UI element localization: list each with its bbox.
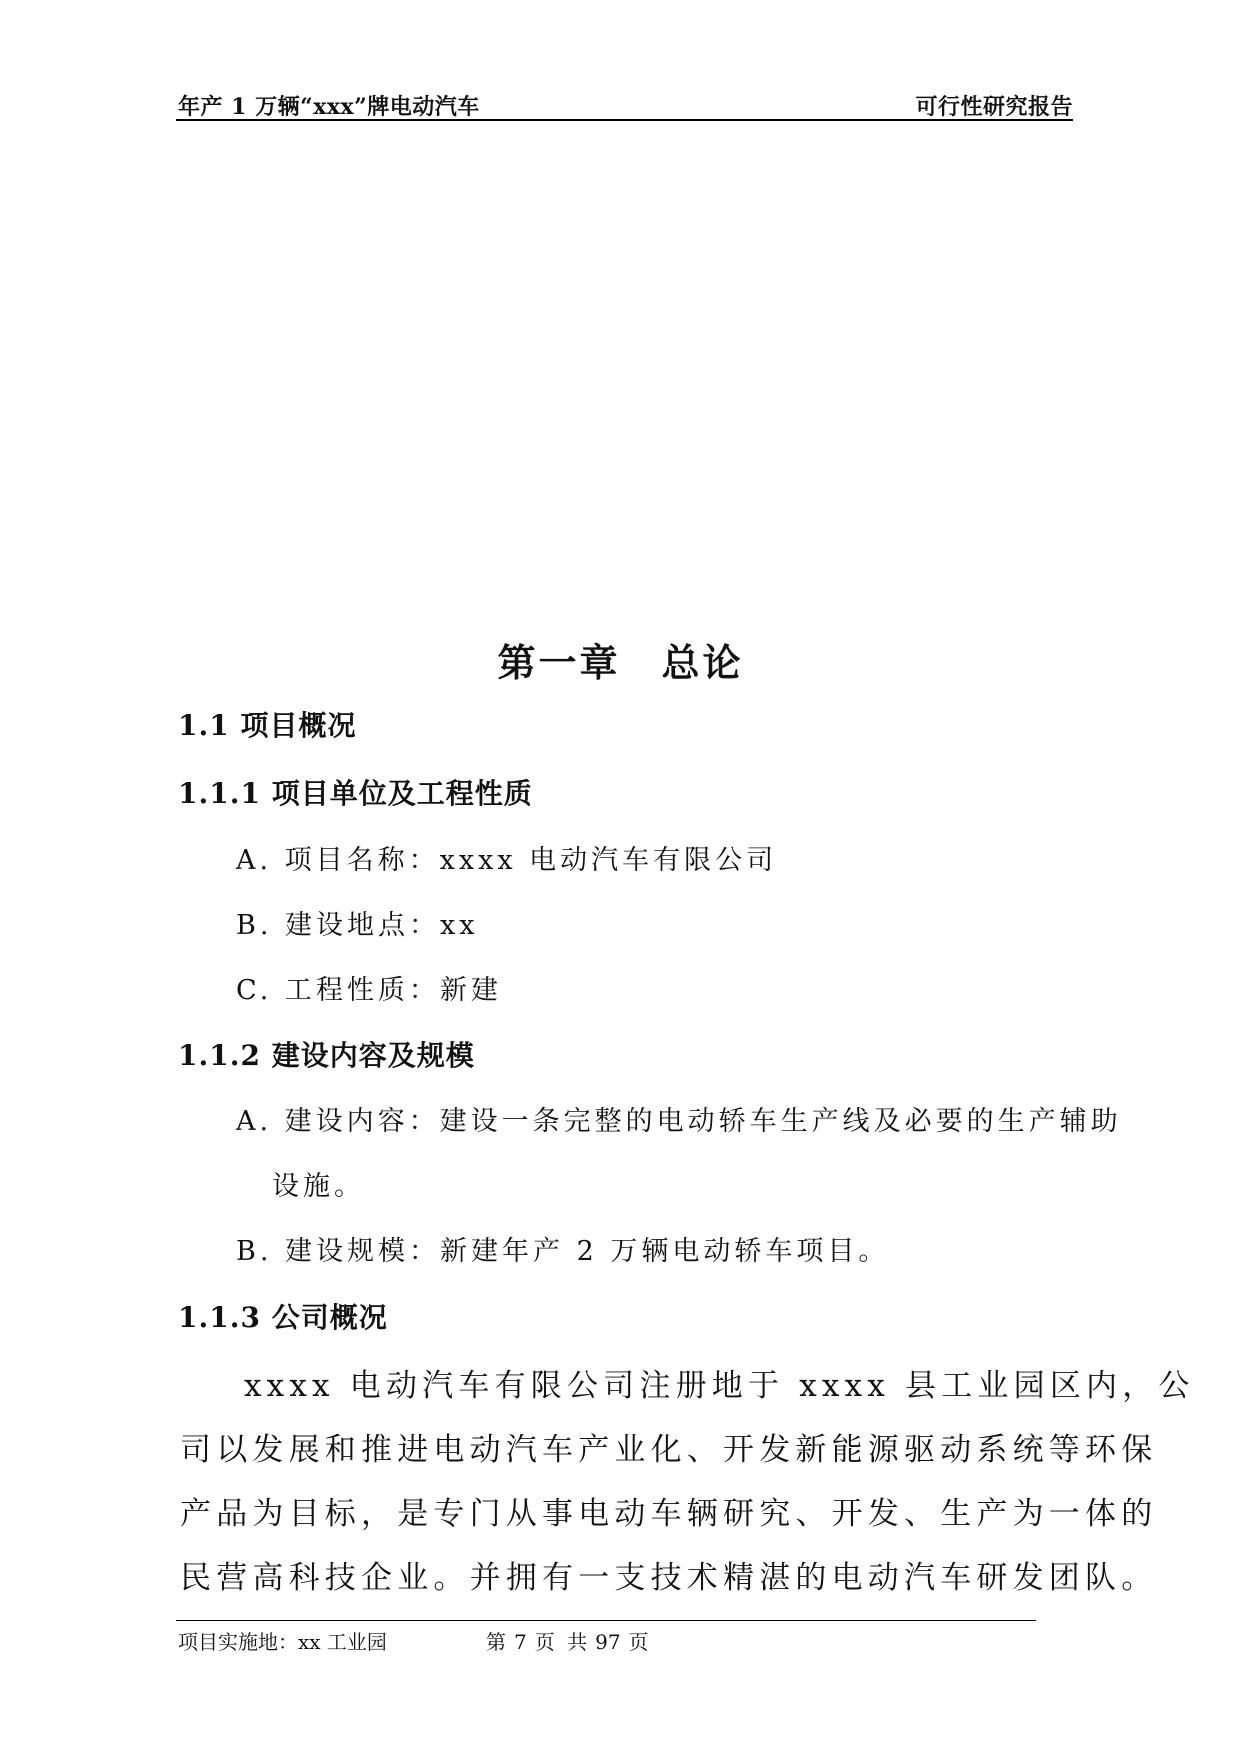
header-rule — [176, 119, 1073, 121]
footer-location: 项目实施地：xx 工业园 — [178, 1630, 387, 1654]
list-item: A. 项目名称：xxxx 电动汽车有限公司 — [236, 845, 778, 876]
section-heading-1-1-2: 1.1.2 建设内容及规模 — [178, 1039, 475, 1072]
header-right-title: 可行性研究报告 — [915, 94, 1073, 120]
paragraph-line: 民营高科技企业。并拥有一支技术精湛的电动汽车研发团队。 — [180, 1560, 1158, 1596]
section-heading-1-1-1: 1.1.1 项目单位及工程性质 — [178, 777, 533, 810]
page-prefix: 第 — [486, 1630, 506, 1654]
page-number: 7 — [514, 1630, 527, 1654]
paragraph-line: 产品为目标，是专门从事电动车辆研究、开发、生产为一体的 — [180, 1496, 1158, 1532]
list-item-continuation: 设施。 — [272, 1171, 365, 1202]
list-item: B. 建设规模：新建年产 2 万辆电动轿车项目。 — [236, 1236, 890, 1267]
section-heading-1-1-3: 1.1.3 公司概况 — [178, 1301, 388, 1334]
footer-rule — [176, 1620, 1036, 1621]
list-item: A. 建设内容：建设一条完整的电动轿车生产线及必要的生产辅助 — [236, 1106, 1122, 1137]
chapter-title: 第一章 总论 — [497, 640, 744, 685]
list-item: C. 工程性质：新建 — [236, 975, 502, 1006]
header-left-title: 年产 1 万辆“xxx”牌电动汽车 — [178, 94, 480, 120]
list-item: B. 建设地点：xx — [236, 910, 479, 941]
page-total: 97 — [595, 1630, 621, 1654]
paragraph-line: xxxx 电动汽车有限公司注册地于 xxxx 县工业园区内，公 — [244, 1368, 1195, 1404]
paragraph-line: 司以发展和推进电动汽车产业化、开发新能源驱动系统等环保 — [180, 1432, 1158, 1468]
footer-page-number — [482, 1626, 653, 1655]
page-suffix: 页 — [628, 1630, 649, 1654]
section-heading-1-1: 1.1 项目概况 — [178, 709, 357, 742]
page-mid: 页 共 — [534, 1630, 588, 1654]
